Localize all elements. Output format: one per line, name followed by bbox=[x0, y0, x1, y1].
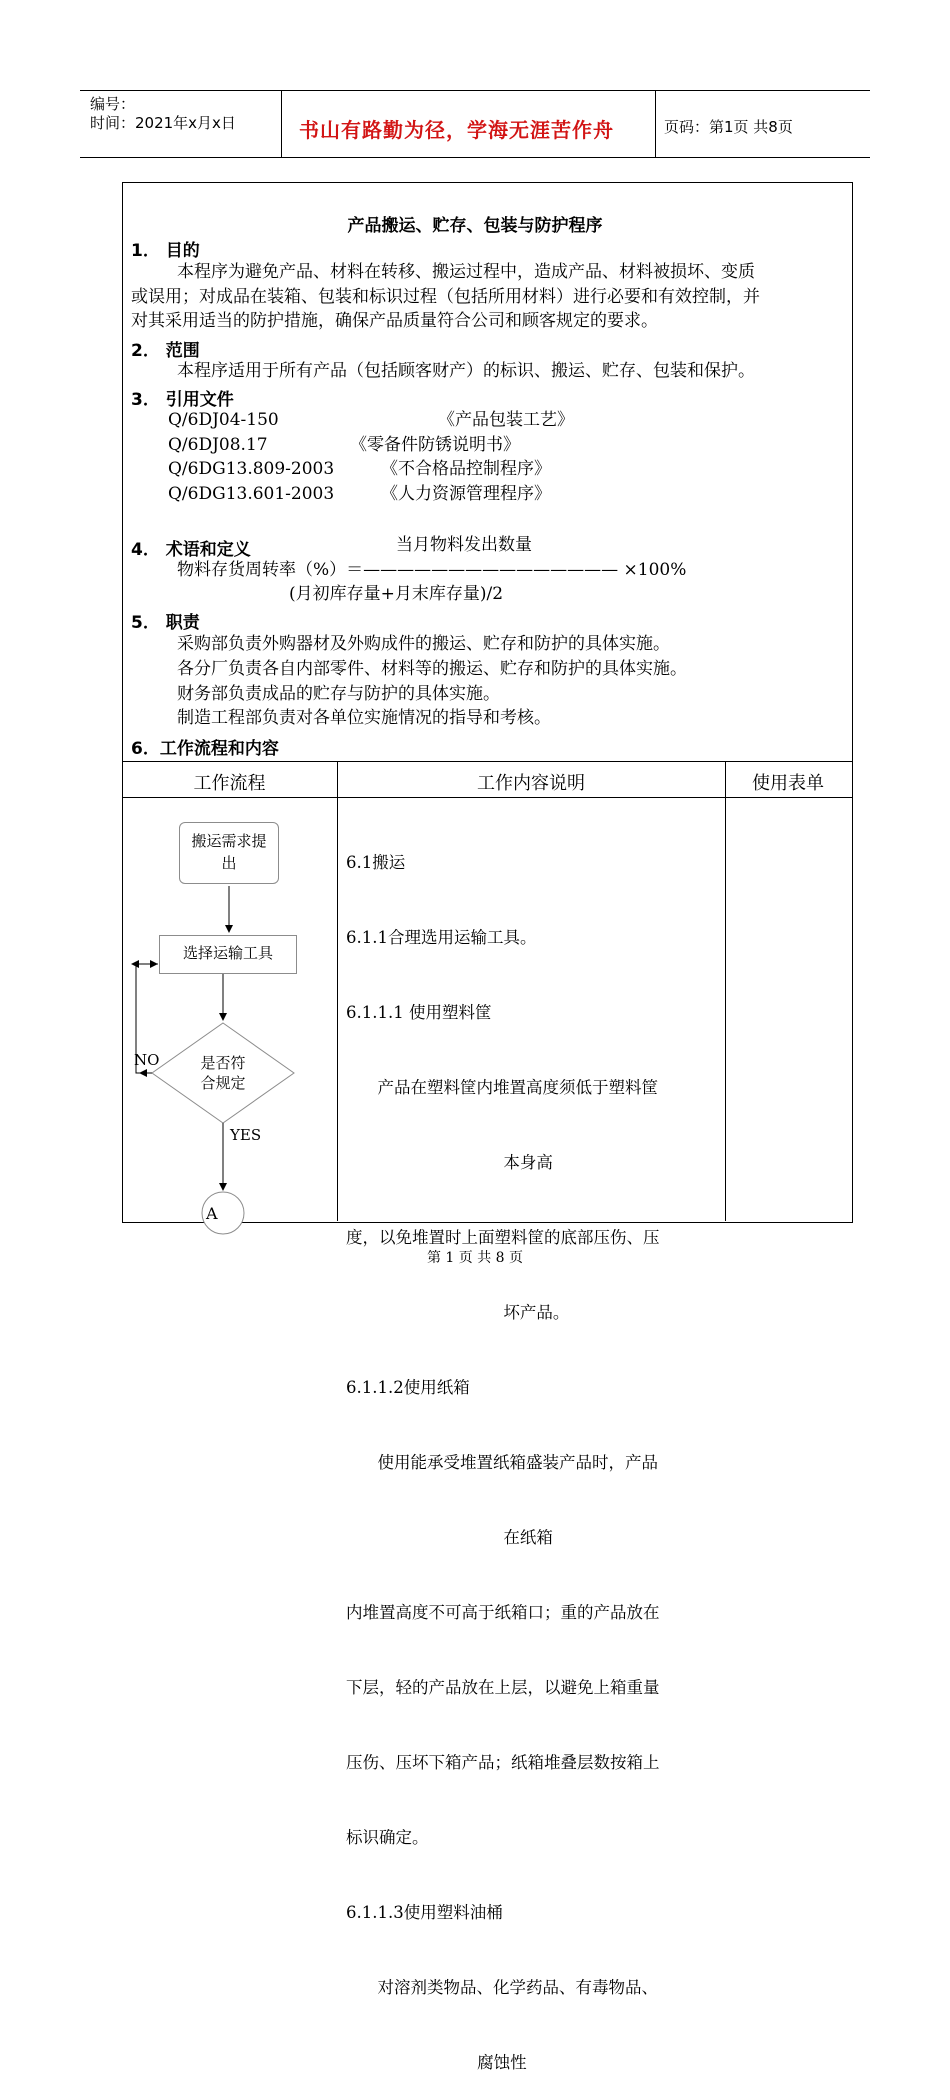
page-footer: 第 1 页 共 8 页 bbox=[426, 1250, 524, 1266]
table-top-rule bbox=[122, 761, 852, 762]
flow-start-label: 搬运需求提出 bbox=[191, 832, 267, 872]
flow-select-label: 选择运输工具 bbox=[182, 944, 273, 962]
content-line: 6.1.1.2使用纸箱 bbox=[346, 1378, 470, 1397]
duty-line: 制造工程部负责对各单位实施情况的指导和考核。 bbox=[177, 708, 551, 728]
reference-code: Q/6DG13.809-2003 bbox=[168, 459, 335, 479]
paragraph-line: 本程序为避免产品、材料在转移、搬运过程中，造成产品、材料被损坏、变质 bbox=[177, 262, 755, 282]
content-line: 使用能承受堆置纸箱盛装产品时，产品 bbox=[346, 1453, 658, 1472]
column-header-forms: 使用表单 bbox=[752, 773, 824, 794]
content-line: 6.1搬运 bbox=[346, 853, 406, 872]
content-line: 本身高 bbox=[346, 1153, 553, 1172]
content-line: 在纸箱 bbox=[346, 1528, 553, 1547]
column-header-flow: 工作流程 bbox=[193, 773, 266, 794]
duty-line: 采购部负责外购器材及外购成件的搬运、贮存和防护的具体实施。 bbox=[177, 634, 670, 654]
flow-yes-label: YES bbox=[230, 1126, 262, 1144]
header-bottom-rule bbox=[80, 157, 870, 158]
flow-select-box bbox=[159, 935, 297, 974]
content-line: 6.1.1合理选用运输工具。 bbox=[346, 928, 537, 947]
paragraph-line: 或误用；对成品在装箱、包装和标识过程（包括所用材料）进行必要和有效控制，并 bbox=[131, 287, 760, 307]
content-line: 标识确定。 bbox=[346, 1828, 429, 1847]
section-heading: 3． 引用文件 bbox=[131, 390, 234, 410]
reference-title: 《零备件防锈说明书》 bbox=[350, 435, 520, 455]
header-divider bbox=[655, 90, 656, 158]
header-motto: 书山有路勤为径，学海无涯苦作舟 bbox=[299, 118, 614, 142]
column-header-content: 工作内容说明 bbox=[477, 773, 585, 794]
content-line: 6.1.1.1 使用塑料筐 bbox=[346, 1003, 492, 1022]
duty-line: 财务部负责成品的贮存与防护的具体实施。 bbox=[177, 684, 500, 704]
section-heading: 5． 职责 bbox=[131, 613, 200, 633]
reference-code: Q/6DG13.601-2003 bbox=[168, 484, 335, 504]
content-line: 对溶剂类物品、化学药品、有毒物品、 bbox=[346, 1978, 658, 1997]
formula-numerator: 当月物料发出数量 bbox=[396, 535, 532, 555]
paragraph-line: 本程序适用于所有产品（包括顾客财产）的标识、搬运、贮存、包装和保护。 bbox=[177, 361, 755, 381]
reference-code: Q/6DJ08.17 bbox=[168, 435, 268, 455]
flow-start-box bbox=[179, 822, 279, 884]
header-divider bbox=[281, 90, 282, 158]
content-line: 腐蚀性 bbox=[346, 2053, 527, 2072]
content-line: 下层，轻的产品放在上层，以避免上箱重量 bbox=[346, 1678, 660, 1697]
section-heading: 1． 目的 bbox=[131, 241, 200, 261]
content-line: 坏产品。 bbox=[346, 1303, 570, 1322]
formula-denominator: (月初库存量+月末库存量)/2 bbox=[289, 584, 504, 604]
reference-code: Q/6DJ04-150 bbox=[168, 410, 279, 430]
reference-title: 《产品包装工艺》 bbox=[438, 410, 574, 430]
reference-title: 《人力资源管理程序》 bbox=[381, 484, 551, 504]
table-column-divider bbox=[725, 761, 726, 1221]
reference-title: 《不合格品控制程序》 bbox=[381, 459, 551, 479]
paragraph-line: 对其采用适当的防护措施，确保产品质量符合公司和顾客规定的要求。 bbox=[131, 311, 658, 331]
content-line: 6.1.1.3使用塑料油桶 bbox=[346, 1903, 503, 1922]
doc-time-label: 时间：2021年x月x日 bbox=[90, 114, 236, 132]
content-line: 内堆置高度不可高于纸箱口；重的产品放在 bbox=[346, 1603, 660, 1622]
content-line: 压伤、压坏下箱产品；纸箱堆叠层数按箱上 bbox=[346, 1753, 660, 1772]
flow-no-label: NO bbox=[134, 1051, 160, 1069]
section-heading: 2． 范围 bbox=[131, 341, 200, 361]
content-line: 度，以免堆置时上面塑料筐的底部压伤、压 bbox=[346, 1228, 660, 1247]
document-title: 产品搬运、贮存、包装与防护程序 bbox=[347, 216, 603, 236]
section-heading: 4． 术语和定义 bbox=[131, 540, 251, 560]
table-column-divider bbox=[337, 761, 338, 1221]
formula-main: 物料存货周转率（%）＝——————————————— ×100% bbox=[177, 560, 687, 580]
duty-line: 各分厂负责各自内部零件、材料等的搬运、贮存和防护的具体实施。 bbox=[177, 659, 687, 679]
header-top-rule bbox=[80, 90, 870, 91]
content-cell bbox=[346, 800, 724, 2100]
content-line: 产品在塑料筐内堆置高度须低于塑料筐 bbox=[346, 1078, 658, 1097]
flow-connector-label: A bbox=[206, 1204, 218, 1223]
flow-decision-label: 是否符合规定 bbox=[200, 1054, 246, 1092]
doc-number-label: 编号： bbox=[90, 95, 136, 113]
page-info: 页码：第1页 共8页 bbox=[664, 118, 793, 136]
section-heading: 6．工作流程和内容 bbox=[131, 739, 279, 759]
